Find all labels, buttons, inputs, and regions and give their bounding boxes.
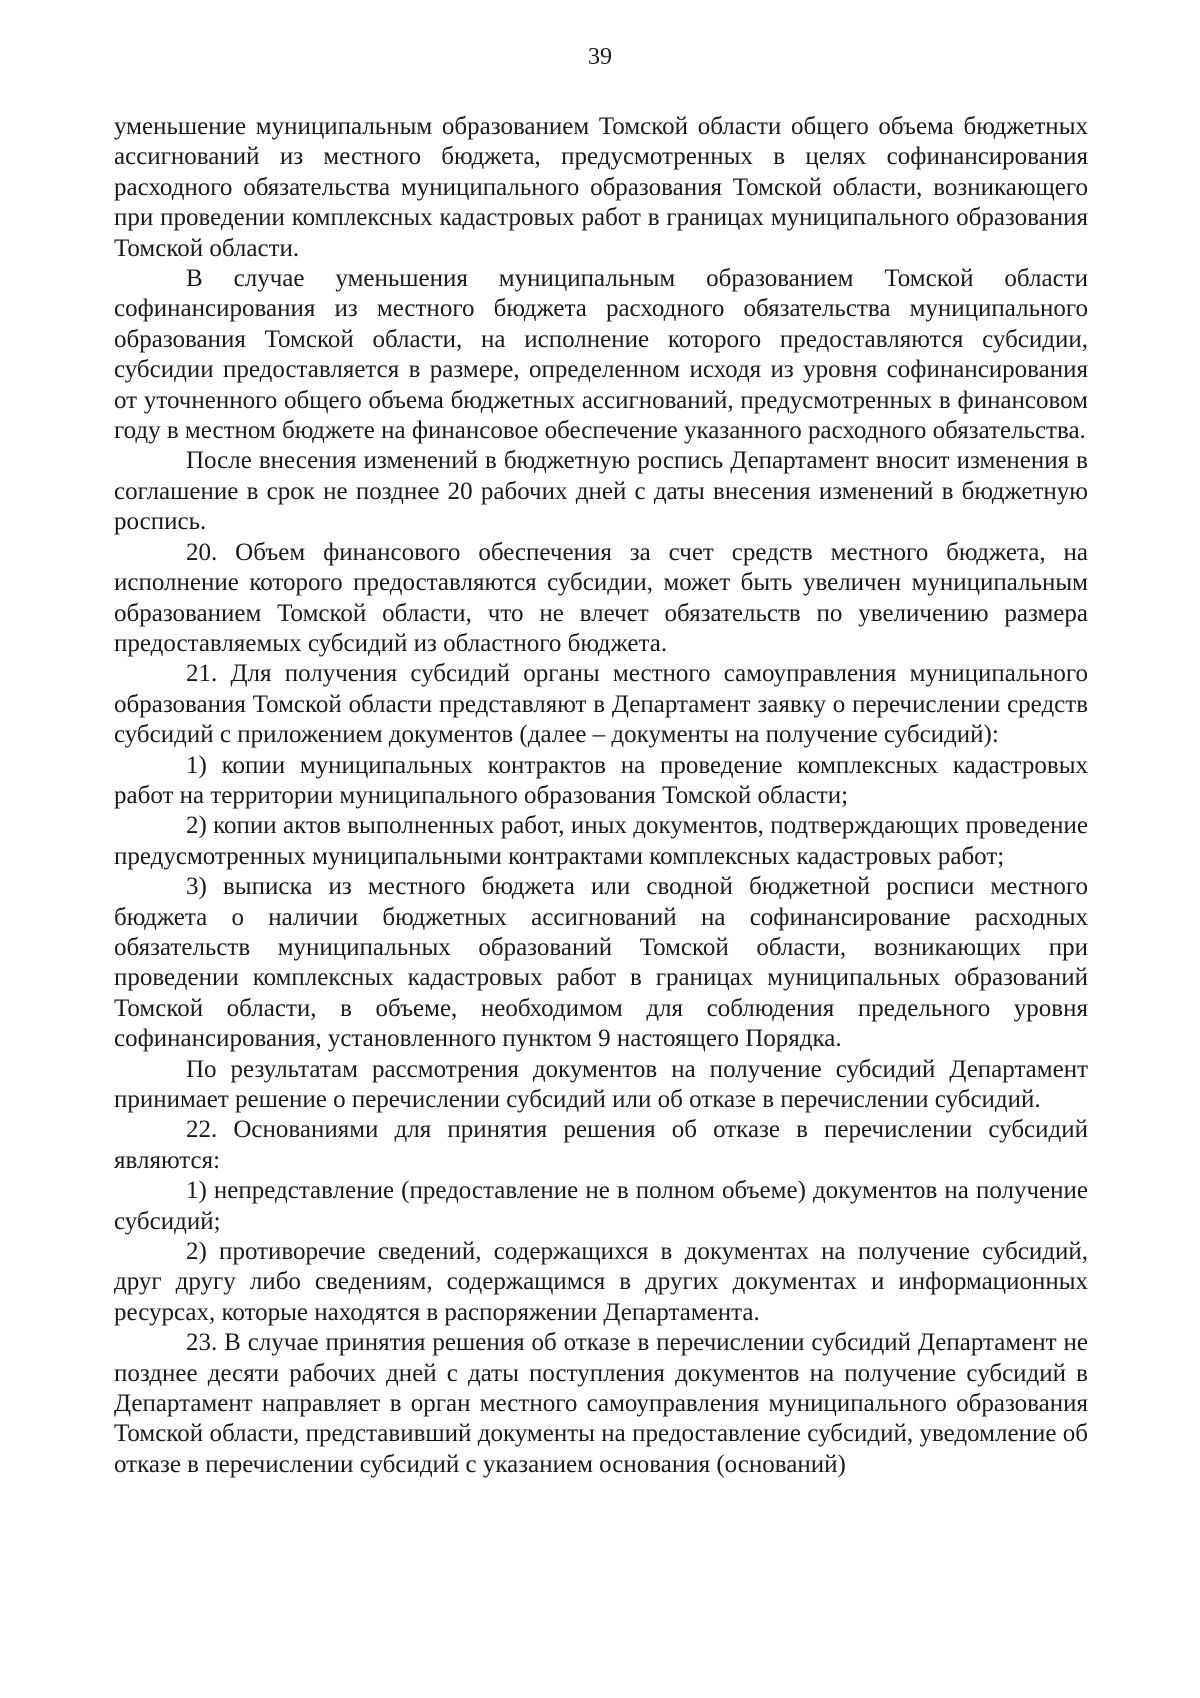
- list-item: 3) выписка из местного бюджета или сводной бюджетной росписи местного бюджета о наличии бюджетных ассигнований на софинансирование расходных обязательств муниципальных образований Томской области, возникающих при проведении комплексных кадастровых работ в границах муниципальных образований Томской области, в объеме, необходимом для соблюдения предельного уровня софинансирования, установленного пунктом 9 настоящего Порядка.: [114, 873, 1088, 1053]
- paragraph: По результатам рассмотрения документов на получение субсидий Департамент принимает решение о перечислении субсидий или об отказе в перечислении субсидий.: [114, 1055, 1088, 1113]
- paragraph: уменьшение муниципальным образованием Томской области общего объема бюджетных ассигнований из местного бюджета, предусмотренных в целях софинансирования расходного обязательства муниципального образования Томской области, возникающего при проведении комплексных кадастровых работ в границах муниципального образования Томской области.: [114, 113, 1088, 262]
- paragraph: 22. Основаниями для принятия решения об отказе в перечислении субсидий являются:: [114, 1116, 1088, 1174]
- list-item: 1) копии муниципальных контрактов на проведение комплексных кадастровых работ на территории муниципального образования Томской области;: [114, 751, 1088, 809]
- document-body: [114, 112, 1088, 1480]
- paragraph: 23. В случае принятия решения об отказе в перечислении субсидий Департамент не позднее десяти рабочих дней с даты поступления документов на получение субсидий в Департамент направляет в орган местного самоуправления муниципального образования Томской области, представивший документы на предоставление субсидий, уведомление об отказе в перечислении субсидий с указанием основания (оснований): [114, 1329, 1088, 1478]
- list-item: 2) противоречие сведений, содержащихся в документах на получение субсидий, друг другу либо сведениям, содержащимся в других документах и информационных ресурсах, которые находятся в распоряжении Департамента.: [114, 1238, 1088, 1326]
- list-item: 1) непредставление (предоставление не в полном объеме) документов на получение субсидий;: [114, 1177, 1088, 1235]
- paragraph: После внесения изменений в бюджетную роспись Департамент вносит изменения в соглашение в срок не позднее 20 рабочих дней с даты внесения изменений в бюджетную роспись.: [114, 447, 1088, 536]
- paragraph: 21. Для получения субсидий органы местного самоуправления муниципального образования Томской области представляют в Департамент заявку о перечислении средств субсидий с приложением документов (далее – документы на получение субсидий):: [114, 660, 1088, 749]
- list-item: 2) копии актов выполненных работ, иных документов, подтверждающих проведение предусмотренных муниципальными контрактами комплексных кадастровых работ;: [114, 812, 1088, 870]
- paragraph: 20. Объем финансового обеспечения за счет средств местного бюджета, на исполнение которого предоставляются субсидии, может быть увеличен муниципальным образованием Томской области, что не влечет обязательств по увеличению размера предоставляемых субсидий из областного бюджета.: [114, 538, 1088, 657]
- page-number: 39: [588, 44, 612, 70]
- paragraph: В случае уменьшения муниципальным образованием Томской области софинансирования из местного бюджета расходного обязательства муниципального образования Томской области, на исполнение которого предоставляются субсидии, субсидии предоставляется в размере, определенном исходя из уровня софинансирования от уточненного общего объема бюджетных ассигнований, предусмотренных в финансовом году в местном бюджете на финансовое обеспечение указанного расходного обязательства.: [114, 265, 1088, 445]
